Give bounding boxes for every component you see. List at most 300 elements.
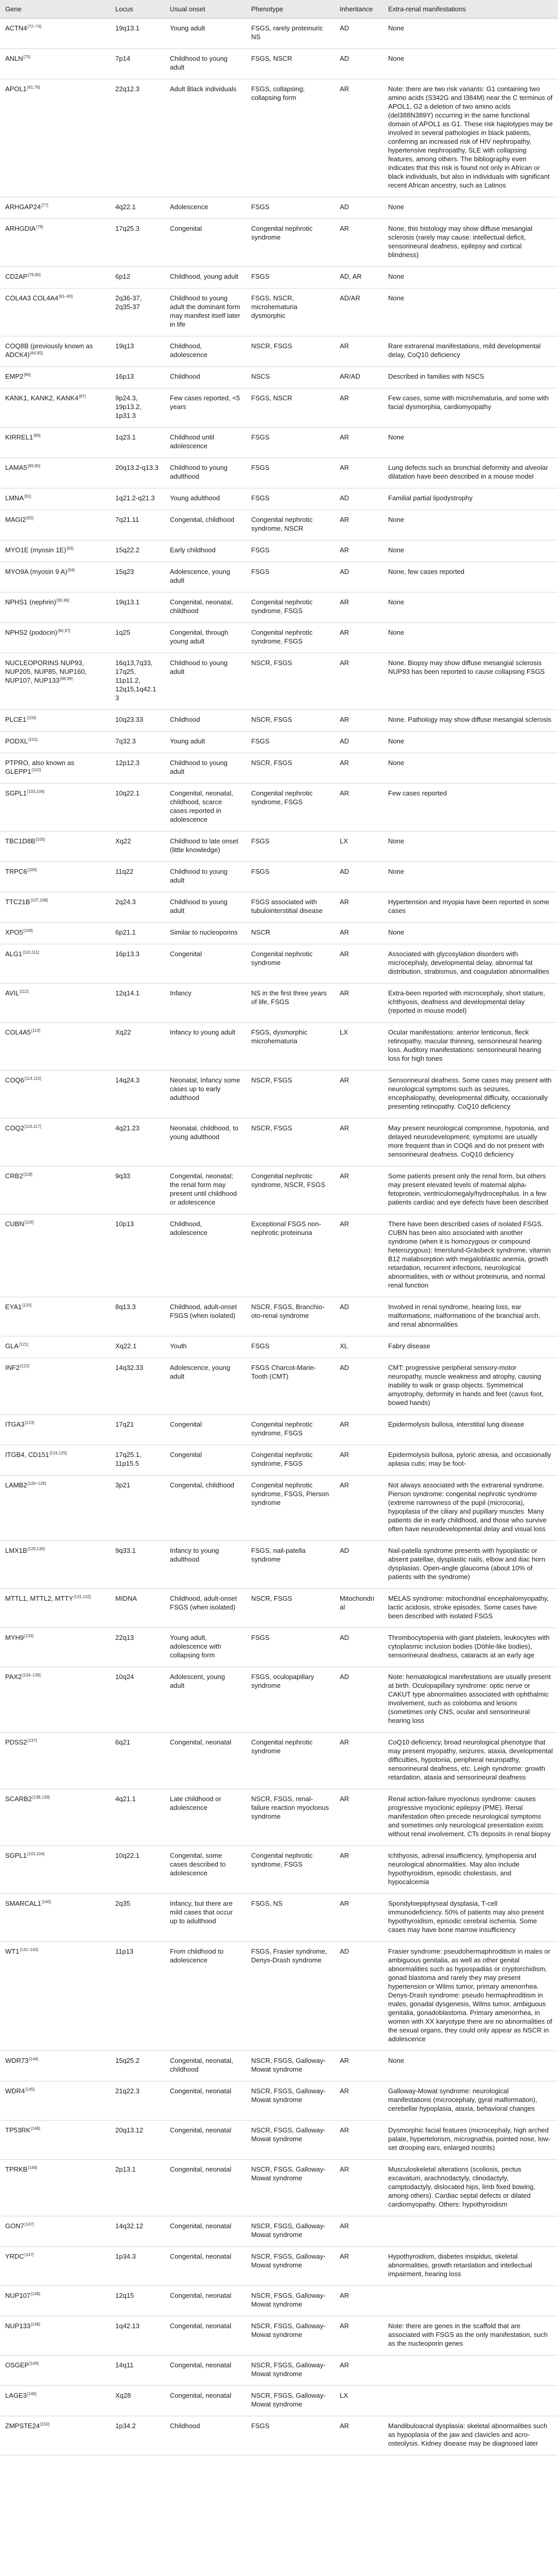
cell-gene [0,1476,110,1541]
cell-inheritance: AR [335,2121,383,2160]
cell-phenotype: NSCR, FSGS, Galloway-Mowat syndrome [246,2216,335,2247]
cell-extra-renal: Note: there are genes in the scaffold that are associated with FSGS as the only manifestation, such as the nucleoporin genes [383,2316,558,2355]
cell-gene [0,1358,110,1415]
cell-phenotype: FSGS [246,428,335,458]
cell-inheritance: AR [335,219,383,267]
cell-onset: Childhood to young adult [165,49,246,79]
cell-inheritance: AR [335,2160,383,2216]
cell-gene [0,1667,110,1733]
cell-gene [0,19,110,49]
cell-phenotype: NSCR, FSGS, Branchio-oto-renal syndrome [246,1297,335,1336]
cell-inheritance: AR [335,1476,383,1541]
reference-marker: [137] [27,1738,37,1743]
gene-name: EMP2 [5,372,24,380]
reference-marker: [109] [23,928,33,933]
cell-locus: 1q23.1 [110,428,165,458]
cell-locus: 19q13.1 [110,19,165,49]
reference-marker: [81–83] [59,294,73,299]
cell-phenotype: FSGS Charcot-Marie-Tooth (CMT) [246,1358,335,1415]
cell-onset: Youth [165,1336,246,1358]
gene-name: LMNA [5,494,24,502]
cell-locus: 8q13.3 [110,1297,165,1336]
cell-inheritance: AR [335,2216,383,2247]
cell-inheritance: AD/AR [335,289,383,336]
table-body [0,19,558,2455]
cell-phenotype: NSCR, FSGS, Galloway-Mowat syndrome [246,2121,335,2160]
cell-phenotype: Exceptional FSGS non-nephrotic proteinuria [246,1214,335,1297]
cell-gene [0,1023,110,1071]
cell-locus: 10q24 [110,1667,165,1733]
gene-name: NUP107 [5,2292,31,2299]
cell-phenotype: NSCR, FSGS [246,336,335,367]
cell-phenotype: FSGS, NSCR [246,388,335,428]
cell-inheritance: AR [335,2081,383,2121]
table-row [0,289,558,336]
cell-gene [0,2316,110,2355]
cell-extra-renal [383,2216,558,2247]
cell-onset: Infancy to young adulthood [165,1541,246,1589]
cell-phenotype: NSCR, FSGS [246,1118,335,1166]
table-row [0,267,558,289]
cell-extra-renal: None [383,197,558,219]
cell-inheritance: AR [335,1894,383,1942]
cell-onset: Adult Black individuals [165,79,246,197]
cell-onset: Congenital, childhood [165,1476,246,1541]
cell-inheritance: AD [335,49,383,79]
reference-marker: [79,80] [28,272,41,277]
cell-locus: 14q11 [110,2355,165,2386]
table-row [0,2286,558,2316]
cell-onset: Congenital [165,1445,246,1476]
table-row [0,1667,558,1733]
cell-gene [0,1214,110,1297]
cell-locus: 1p34.2 [110,2416,165,2455]
reference-marker: [88] [33,433,41,438]
reference-marker: [61,76] [27,84,40,90]
table-row [0,1476,558,1541]
reference-marker: [146] [31,2126,40,2131]
cell-onset: Childhood to young adult [165,653,246,710]
cell-onset: Childhood to young adult [165,892,246,923]
reference-marker: [105] [36,837,45,842]
cell-locus: 10p13 [110,1214,165,1297]
reference-marker: [147] [24,2222,34,2227]
cell-phenotype: Congenital nephrotic syndrome, FSGS [246,592,335,623]
cell-inheritance: AD [335,1667,383,1733]
gene-name: ALG1 [5,950,23,958]
cell-locus: Xq22 [110,832,165,862]
cell-gene [0,336,110,367]
reference-marker: [129,130] [27,1546,45,1551]
table-row [0,2121,558,2160]
cell-phenotype: FSGS [246,267,335,289]
reference-marker: [118] [23,1172,32,1177]
cell-phenotype: NSCR, FSGS, renal-failure reaction myoclonus syndrome [246,1789,335,1846]
reference-marker: [112] [20,989,29,994]
cell-locus: 6p12 [110,267,165,289]
cell-phenotype: FSGS, NSCR [246,49,335,79]
cell-phenotype: NSCR [246,923,335,944]
reference-marker: [120] [22,1302,32,1308]
cell-inheritance: AD [335,19,383,49]
cell-gene [0,1118,110,1166]
gene-name: PAX2 [5,1673,22,1681]
gene-name: PODXL [5,737,28,745]
reference-marker: [124,125] [49,1450,67,1455]
cell-locus: Xq28 [110,2386,165,2416]
reference-marker: [134–136] [22,1672,41,1677]
cell-inheritance: AD [335,1942,383,2051]
cell-locus: 2q36-37, 2q35-37 [110,289,165,336]
gene-name: EYA1 [5,1303,22,1311]
cell-inheritance: AR [335,1118,383,1166]
cell-extra-renal: Galloway-Mowat syndrome: neurological manifestations (microcephaly, gyral malformation), cerebellar hypoplasia, ataxia, behavioral changes [383,2081,558,2121]
cell-gene [0,49,110,79]
cell-extra-renal: Few cases, some with microhematuria, and some with facial dysmorphia, cardiomyopathy [383,388,558,428]
reference-marker: [87] [79,394,86,399]
table-row [0,19,558,49]
gene-name: ITGA3 [5,1420,25,1428]
cell-onset: Childhood, adolescence [165,336,246,367]
cell-phenotype: FSGS [246,1336,335,1358]
cell-onset: Similar to nucleoporins [165,923,246,944]
gene-name: WDR4 [5,2087,25,2095]
cell-extra-renal: Frasier syndrome: pseudohermaphroditism in males or ambiguous genitalia, as well as other genital abnormalities such as hypospadias or cryptorchidism, gonad blastoma and rarely they may present hypertension or Wilms tumor, primary amenorrhea. Denys-Drash syndrome: pseudo hermaphroditism in males, gonadal dysgenesis, Wilms tumor, ambiguous genitalia, gonadoblastoma. Primary amenorrhea, in women with XX karyotype there are no abnormalities of the sexual organs, they could only appear as NSCR in adolescence [383,1942,558,2051]
reference-marker: [98,99] [60,676,73,681]
cell-onset: Childhood to young adult the dominant form may manifest itself later in life [165,289,246,336]
header-gene: Gene [0,0,110,19]
cell-inheritance: XL [335,1336,383,1358]
cell-phenotype: FSGS [246,562,335,592]
cell-extra-renal [383,2355,558,2386]
cell-inheritance: AR [335,1071,383,1118]
cell-onset: Childhood to late onset (little knowledge) [165,832,246,862]
reference-marker: [140] [42,1899,51,1904]
table-row [0,892,558,923]
cell-onset: Congenital, neonatal [165,2216,246,2247]
table-row [0,784,558,832]
header-phenotype: Phenotype [246,0,335,19]
cell-gene [0,592,110,623]
cell-onset: Infancy, but there are mild cases that occur up to adulthood [165,1894,246,1942]
table-row [0,832,558,862]
cell-extra-renal: Note: hematological manifestations are usually present at birth. Oculopapillary syndrome: optic nerve or CAKUT type abnormalities associated with ophthalmic involvement, such as coloboma and lesions (sometimes only CNS, ocular and sensorineural hearing loss [383,1667,558,1733]
cell-gene [0,1445,110,1476]
cell-onset: From childhood to adolescence [165,1942,246,2051]
cell-extra-renal: None [383,732,558,753]
cell-locus: 16p13.3 [110,944,165,984]
header-locus: Locus [110,0,165,19]
header-row [0,0,558,19]
gene-name: COQ6 [5,1076,24,1084]
cell-onset: Congenital, neonatal, childhood, scarce cases reported in adolescence [165,784,246,832]
gene-name: LAGE3 [5,2392,27,2399]
cell-onset: Congenital, neonatal [165,2160,246,2216]
cell-extra-renal: None [383,540,558,562]
table-row [0,1415,558,1445]
reference-marker: [119] [24,1219,34,1225]
reference-marker: [78] [36,224,43,229]
cell-inheritance: LX [335,1023,383,1071]
cell-locus: 14q32.12 [110,2216,165,2247]
cell-inheritance: AD [335,862,383,892]
cell-onset: Childhood, adult-onset FSGS (when isolated) [165,1297,246,1336]
reference-marker: [144] [29,2056,39,2061]
table-row [0,1336,558,1358]
cell-inheritance: AR [335,2286,383,2316]
gene-name: SGPL1 [5,789,27,797]
cell-locus: 4q21.1 [110,1789,165,1846]
cell-onset: Young adult [165,732,246,753]
gene-name: COQ8B (previously known as ADCK4) [5,342,93,359]
cell-inheritance: AD [335,1541,383,1589]
cell-gene [0,1071,110,1118]
cell-phenotype: FSGS [246,458,335,488]
reference-marker: [150] [40,2421,49,2427]
cell-locus: 7q21.11 [110,510,165,540]
cell-extra-renal: Sensorineural deafness. Some cases may present with neurological symptoms such as seizures, encephalopathy, developmental difficulty, occasionally presenting retinopathy. CoQ10 deficiency [383,1071,558,1118]
reference-marker: [107,108] [30,897,48,903]
reference-marker: [146] [28,2165,38,2170]
table-row [0,2316,558,2355]
cell-locus: 9p24.3, 19p13.2, 1p31.3 [110,388,165,428]
table-row [0,219,558,267]
cell-locus: 1p34.3 [110,2247,165,2286]
cell-phenotype: NSCR, FSGS, Galloway-Mowat syndrome [246,2247,335,2286]
cell-extra-renal: Lung defects such as bronchial deformity and alveolar dilatation have been described in a mouse model [383,458,558,488]
cell-inheritance: AR [335,984,383,1023]
table-row [0,49,558,79]
cell-extra-renal: None [383,19,558,49]
table-row [0,2247,558,2286]
cell-onset: Early childhood [165,540,246,562]
table-row [0,653,558,710]
cell-gene [0,2416,110,2455]
cell-inheritance: AD [335,562,383,592]
cell-inheritance: AR [335,623,383,653]
gene-name: SMARCAL1 [5,1900,42,1907]
reference-marker: [147] [24,2252,34,2257]
cell-inheritance: AD, AR [335,267,383,289]
table-row [0,2416,558,2455]
cell-extra-renal: Some patients present only the renal form, but others may present elevated levels of maternal alpha-fetoprotein, ventriculomegaly/hydrocephalus. In a few patients cardiac and eye defects have been described [383,1166,558,1214]
gene-name: PLCE1 [5,716,27,723]
cell-gene [0,289,110,336]
table-row [0,1445,558,1476]
cell-locus: 17q25.3 [110,219,165,267]
gene-name: CRB2 [5,1172,23,1180]
cell-inheritance: AR [335,336,383,367]
cell-phenotype: Congenital nephrotic syndrome [246,1733,335,1789]
table-row [0,732,558,753]
cell-onset: Adolescence [165,197,246,219]
table-row [0,1628,558,1667]
cell-onset: Childhood, adult-onset FSGS (when isolated) [165,1589,246,1628]
cell-locus: 20q13.2-q13.3 [110,458,165,488]
cell-extra-renal: Thrombocytopenia with giant platelets, leukocytes with cytoplasmic inclusion bodies (Döhle-like bodies), sensorineural deafness, cataracts at an early age [383,1628,558,1667]
cell-phenotype: NSCR, FSGS, Galloway-Mowat syndrome [246,2051,335,2081]
cell-gene [0,1733,110,1789]
cell-onset: Congenital, neonatal, childhood [165,592,246,623]
gene-name: MYO1E (myosin 1E) [5,546,66,554]
cell-onset: Late childhood or adolescence [165,1789,246,1846]
cell-onset: Childhood, young adult [165,267,246,289]
reference-marker: [95,96] [57,598,69,603]
cell-inheritance: AR [335,710,383,732]
cell-extra-renal: Rare extrarenal manifestations, mild developmental delay, CoQ10 deficiency [383,336,558,367]
header-inheritance: Inheritance [335,0,383,19]
cell-extra-renal: Musculoskeletal alterations (scoliosis, pectus excavatum, arachnodactyly, clinodactyly, camptodactyly, dislocated hips, limb fixed bowing, among others). Cardiac septal defects or dilated cardiomyopathy. Others: hypothyroidism [383,2160,558,2216]
cell-locus: 2q24.3 [110,892,165,923]
cell-phenotype: FSGS, dysmorphic microhematuria [246,1023,335,1071]
table-row [0,753,558,784]
cell-extra-renal: CoQ10 deficiency, broad neurological phenotype that may present myopathy, seizures, ataxia, developmental difficulties, hypotonia, peripheral neuropathy, sensorineural deafness, etc. Leigh syndrome: growth retardation, ataxia and sensorineural deafness [383,1733,558,1789]
gene-name: KIRREL1 [5,433,33,441]
cell-gene [0,367,110,388]
cell-phenotype: NSCR, FSGS [246,1071,335,1118]
cell-onset: Neonatal, Infancy some cases up to early adulthood [165,1071,246,1118]
cell-extra-renal: Familial partial lipodystrophy [383,488,558,510]
cell-onset: Congenital, neonatal [165,2386,246,2416]
table-row [0,2051,558,2081]
reference-marker: [106] [27,867,37,872]
cell-locus: 21q22.3 [110,2081,165,2121]
table-row [0,1894,558,1942]
cell-onset: Congenital, neonatal; the renal form may present until childhood or adolescence [165,1166,246,1214]
cell-phenotype: FSGS, nail-patella syndrome [246,1541,335,1589]
cell-extra-renal: None, this histology may show diffuse mesangial sclerosis (rarely may cause: intellectual deficit, sensorineural deafness, epilepsy and cortical blindness) [383,219,558,267]
cell-gene [0,1166,110,1214]
cell-inheritance: AR [335,1789,383,1846]
gene-name: MYO9A (myosin 9 A) [5,568,67,575]
cell-onset: Congenital [165,219,246,267]
cell-inheritance: Mitochondrial [335,1589,383,1628]
cell-locus: 22q12.3 [110,79,165,197]
gene-name: TBC1D8B [5,837,36,845]
cell-phenotype: FSGS [246,832,335,862]
reference-marker: [80,97] [58,628,71,633]
cell-phenotype: FSGS associated with tubulointerstitial disease [246,892,335,923]
cell-phenotype: NSCR, FSGS, Galloway-Mowat syndrome [246,2355,335,2386]
cell-onset: Childhood, adolescence [165,1214,246,1297]
reference-marker: [114,115] [24,1076,42,1081]
header-extra-renal: Extra-renal manifestations [383,0,558,19]
cell-phenotype: FSGS [246,862,335,892]
cell-onset: Neonatal, childhood, to young adulthood [165,1118,246,1166]
table-row [0,862,558,892]
table-row [0,1118,558,1166]
cell-inheritance: AR [335,79,383,197]
reference-marker: [110,111] [23,950,39,955]
cell-inheritance: AR [335,1214,383,1297]
gene-name: WDR73 [5,2057,29,2064]
cell-gene [0,2160,110,2216]
cell-extra-renal: None [383,49,558,79]
cell-phenotype: Congenital nephrotic syndrome, FSGS [246,784,335,832]
cell-extra-renal: None [383,289,558,336]
cell-extra-renal: None, few cases reported [383,562,558,592]
gene-name: CUBN [5,1220,24,1228]
gene-name: ARHGDIA [5,225,36,232]
gene-name: NPHS2 (podocin) [5,629,58,636]
cell-onset: Childhood [165,2416,246,2455]
cell-gene [0,458,110,488]
cell-gene [0,1297,110,1336]
cell-locus: 7q32.3 [110,732,165,753]
cell-inheritance: AD [335,488,383,510]
cell-onset: Congenital [165,1415,246,1445]
table-row [0,1846,558,1894]
gene-name: MAGI2 [5,516,26,523]
table-row [0,562,558,592]
cell-locus: MIDNA [110,1589,165,1628]
cell-locus: 17q25.1, 11p15.5 [110,1445,165,1476]
cell-inheritance: AR [335,428,383,458]
cell-locus: 2q35 [110,1894,165,1942]
cell-inheritance: AR [335,944,383,984]
cell-inheritance: AD [335,732,383,753]
cell-phenotype: NSCR, FSGS [246,653,335,710]
cell-phenotype: NSCR, FSGS [246,753,335,784]
table-row [0,710,558,732]
cell-inheritance: AR [335,2416,383,2455]
reference-marker: [103,104] [27,1851,45,1856]
cell-gene [0,892,110,923]
cell-gene [0,1894,110,1942]
cell-extra-renal: Extra-been reported with microcephaly, short stature, ichthyosis, deafness and developmental delay (reported in mouse model) [383,984,558,1023]
table-row [0,2081,558,2121]
cell-extra-renal: Fabry disease [383,1336,558,1358]
cell-gene [0,197,110,219]
cell-phenotype: Congenital nephrotic syndrome, NSCR, FSGS [246,1166,335,1214]
reference-marker: [122] [20,1363,29,1368]
reference-marker: [91] [24,494,31,499]
cell-inheritance: AR [335,1415,383,1445]
cell-locus: 19q13 [110,336,165,367]
cell-gene [0,1846,110,1894]
cell-locus: 14q24.3 [110,1071,165,1118]
cell-gene [0,1541,110,1589]
cell-phenotype: NSCR, FSGS [246,1589,335,1628]
table-row [0,428,558,458]
table-row [0,944,558,984]
cell-extra-renal: Epidermolysis bullosa, pyloric atresia, and occasionally aplasia cutis; may be foot- [383,1445,558,1476]
cell-onset: Congenital, some cases described to adolescence [165,1846,246,1894]
cell-locus: 19q13.1 [110,592,165,623]
cell-gene [0,488,110,510]
table-row [0,1541,558,1589]
cell-onset: Young adult, adolescence with collapsing form [165,1628,246,1667]
cell-phenotype: FSGS [246,540,335,562]
gene-name: OSGEP [5,2361,29,2369]
cell-extra-renal: Described in families with NSCS [383,367,558,388]
cell-gene [0,2216,110,2247]
cell-inheritance: AR [335,540,383,562]
cell-inheritance: AR [335,2247,383,2286]
cell-gene [0,862,110,892]
cell-locus: 10q23.33 [110,710,165,732]
cell-extra-renal: Associated with glycosylation disorders with microcephaly, developmental delay, abnormal fat distribution, strabismus, and coagulation abnormalities [383,944,558,984]
table-row [0,1023,558,1071]
cell-gene [0,1942,110,2051]
cell-extra-renal: Ichthyosis, adrenal insufficiency, lymphopenia and neurological abnormalities. May also include hypothyroidism, episodic cholestasis, and hypocalcemia [383,1846,558,1894]
table-row [0,1733,558,1789]
cell-gene [0,2386,110,2416]
cell-onset: Childhood [165,710,246,732]
cell-onset: Congenital, neonatal [165,2355,246,2386]
cell-locus: 4q22.1 [110,197,165,219]
gene-name: COQ2 [5,1124,24,1132]
